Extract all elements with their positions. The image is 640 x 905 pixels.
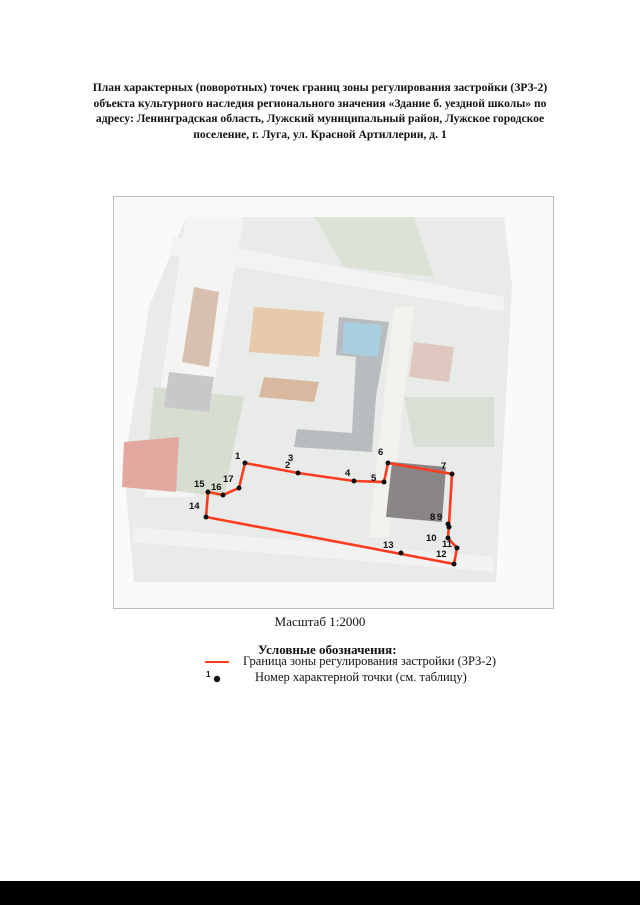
legend-point-symbol [205,668,229,686]
building [122,437,179,492]
map-title [60,80,580,142]
legend-boundary-swatch [205,661,229,663]
point-5 [382,480,387,485]
title-line-3: адресу: Ленинградская область, Лужский муниципальный район, Лужское городское [95,112,545,125]
point-label-15: 15 [194,479,205,490]
point-label-4: 4 [345,468,351,479]
building [409,342,454,382]
point-label-13: 13 [383,540,394,551]
point-label-12: 12 [436,549,447,560]
point-9 [447,525,452,530]
scale-label: Масштаб 1:2000 [274,614,366,629]
legend-title: Условные обозначения: [258,642,397,657]
point-label-16: 16 [211,482,222,493]
point-label-8: 8 [430,512,436,523]
title-line-4: поселение, г. Луга, ул. Красной Артиллерии, д. 1 [193,127,447,141]
legend-point-dot [214,676,220,682]
title-line-1: План характерных (поворотных) точек границ зоны регулирования застройки (ЗРЗ-2) [92,81,548,94]
point-1 [243,461,248,466]
point-14 [204,515,209,520]
legend-boundary-label: Граница зоны регулирования застройки (ЗРЗ-2) [243,654,496,668]
point-label-3: 3 [288,453,294,464]
point-12 [452,562,457,567]
point-label-7: 7 [441,461,447,472]
building [164,372,214,412]
legend-point-number: 1 [206,670,211,679]
point-17 [237,486,242,491]
point-label-1: 1 [235,451,241,462]
point-15 [206,490,211,495]
point-label-10: 10 [426,533,437,544]
point-label-14: 14 [189,501,200,512]
point-4 [352,479,357,484]
point-label-17: 17 [223,474,234,485]
building [249,307,324,357]
point-16 [221,493,226,498]
point-2 [296,471,301,476]
scan-bottom-edge [0,881,640,905]
building [342,322,382,357]
title-line-2: объекта культурного наследия регионального значения «Здание б. уездной школы» по [93,96,547,110]
point-label-2: 2 [285,460,291,471]
point-7 [450,472,455,477]
point-6 [386,461,391,466]
point-label-9: 9 [437,512,443,523]
point-11 [455,546,460,551]
legend-point-label: Номер характерной точки (см. таблицу) [255,670,467,684]
point-13 [399,551,404,556]
point-label-5: 5 [371,473,377,484]
point-label-6: 6 [378,447,384,458]
point-label-11: 11 [442,539,453,550]
park-area [404,397,494,447]
aerial-map [114,197,553,608]
map-frame [113,196,554,609]
